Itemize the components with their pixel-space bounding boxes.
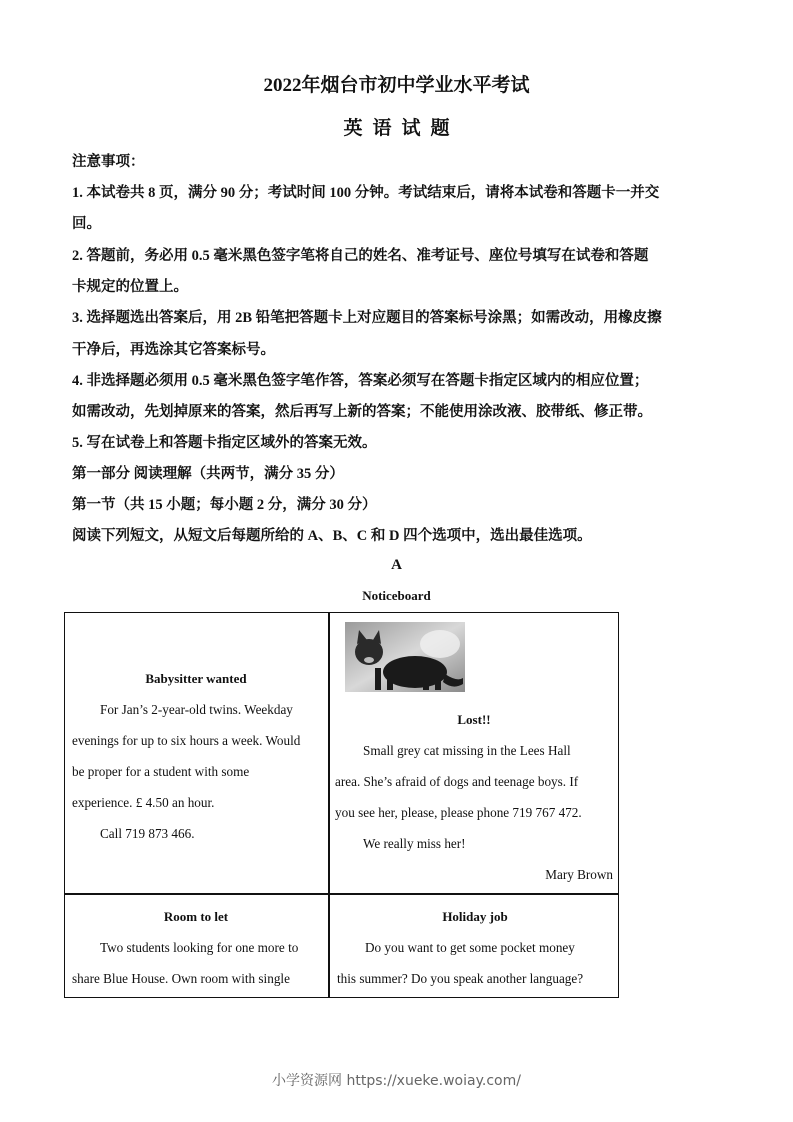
notice-line: Small grey cat missing in the Lees Hall (363, 743, 571, 758)
instruction-line: 卡规定的位置上。 (72, 279, 188, 295)
notice-line: For Jan’s 2-year-old twins. Weekday (100, 702, 293, 717)
exam-title: 2022年烟台市初中学业水平考试 (263, 75, 530, 96)
notice-heading: Room to let (163, 909, 229, 924)
subsection-heading: 第一节（共 15 小题；每小题 2 分，满分 30 分） (72, 497, 377, 513)
notice-line: be proper for a student with some (72, 764, 250, 779)
notice-line: Two students looking for one more to (100, 940, 299, 955)
notice-line: We really miss her! (363, 836, 466, 851)
part-heading: 第一部分 阅读理解（共两节，满分 35 分） (72, 466, 344, 482)
instruction-line: 如需改动，先划掉原来的答案，然后再写上新的答案；不能使用涂改液、胶带纸、修正带。 (72, 404, 652, 420)
row-divider (65, 893, 618, 895)
notice-babysitter (72, 663, 320, 849)
notice-line: experience. £ 4.50 an hour. (72, 795, 215, 810)
notice-line: Do you want to get some pocket money (365, 940, 575, 955)
notice-line: share Blue House. Own room with single (72, 971, 290, 986)
exam-subtitle: 英语试题 (343, 118, 460, 139)
notice-holiday-job (337, 901, 613, 994)
notice-line: area. She’s afraid of dogs and teenage boys. If (335, 774, 579, 789)
column-divider (328, 613, 330, 997)
instruction-line: 5. 写在试卷上和答题卡指定区域外的答案无效。 (72, 435, 377, 451)
passage-title: Noticeboard (362, 588, 431, 603)
noticeboard-table (64, 612, 619, 998)
notice-line: Call 719 873 466. (100, 826, 195, 841)
instructions-heading: 注意事项： (72, 154, 145, 170)
notice-line: this summer? Do you speak another language? (337, 971, 584, 986)
instruction-line: 1. 本试卷共 8 页，满分 90 分；考试时间 100 分钟。考试结束后，请将本试卷和答题卡一并交 (72, 185, 660, 201)
notice-room-to-let (72, 901, 320, 994)
instruction-line: 2. 答题前，务必用 0.5 毫米黑色签字笔将自己的姓名、准考证号、座位号填写在试卷和答题 (72, 248, 649, 264)
watermark-footer: 小学资源网 https://xueke.woiay.com/ (272, 1073, 521, 1089)
instruction-line: 3. 选择题选出答案后，用 2B 铅笔把答题卡上对应题目的答案标号涂黑；如需改动，用橡皮擦 (72, 310, 662, 326)
instruction-line: 4. 非选择题必须用 0.5 毫米黑色签字笔作答，答案必须写在答题卡指定区域内的相应位置； (72, 373, 649, 389)
notice-heading: Lost!! (457, 712, 491, 727)
notice-line: you see her, please, please phone 719 767 472. (335, 805, 582, 820)
black-cat-photo (345, 622, 465, 694)
instruction-line: 回。 (72, 216, 101, 232)
passage-label: A (391, 557, 402, 573)
notice-signature: Mary Brown (545, 867, 613, 882)
notice-heading: Babysitter wanted (145, 671, 247, 686)
instruction-line: 干净后，再选涂其它答案标号。 (72, 342, 275, 358)
notice-heading: Holiday job (442, 909, 508, 924)
notice-line: evenings for up to six hours a week. Would (72, 733, 301, 748)
notice-lost-cat (335, 613, 613, 893)
direction-text: 阅读下列短文，从短文后每题所给的 A、B、C 和 D 四个选项中，选出最佳选项。 (72, 528, 592, 544)
